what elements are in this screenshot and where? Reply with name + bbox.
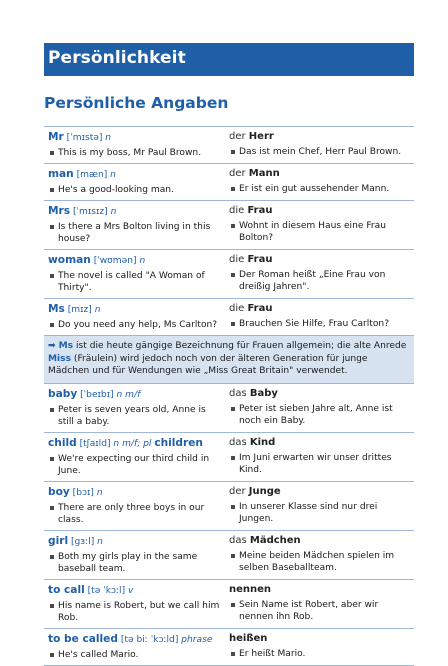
english-headword: girl: [48, 534, 69, 547]
english-example: There are only three boys in our class.: [48, 502, 221, 526]
english-headword: Mr: [48, 131, 64, 143]
vocab-row-to-call: [44, 580, 414, 629]
vocab-row-baby: [44, 384, 414, 433]
german-example: Wohnt in diesem Haus eine Frau Bolton?: [229, 220, 410, 244]
vocab-row-mrs: [44, 201, 414, 250]
grammar-label: phrase: [181, 634, 213, 645]
english-example: He's a good-looking man.: [48, 184, 221, 196]
section-title: Persönliche Angaben: [44, 94, 229, 112]
german-example: Peter ist sieben Jahre alt, Anne ist noch ein Baby.: [229, 403, 410, 427]
german-article: die: [229, 303, 248, 314]
english-headword: child: [48, 436, 77, 449]
pronunciation: [ˈwʊmən]: [90, 256, 140, 266]
english-entry: [44, 384, 229, 432]
pronunciation: [ˈmɪsɪz]: [70, 207, 111, 217]
arrow-right-icon: ➡: [48, 341, 56, 351]
pronunciation: [gɜːl]: [68, 536, 98, 547]
english-entry: [44, 299, 229, 335]
german-example: Das ist mein Chef, Herr Paul Brown.: [229, 146, 410, 158]
german-entry: [229, 299, 414, 335]
german-example: Brauchen Sie Hilfe, Frau Carlton?: [229, 318, 410, 330]
english-example: Both my girls play in the same baseball team.: [48, 551, 221, 575]
english-entry: [44, 433, 229, 481]
english-entry: [44, 580, 229, 628]
german-entry: [229, 127, 414, 163]
german-entry: [229, 629, 414, 665]
grammar-label: v: [128, 585, 134, 596]
german-article: der: [229, 168, 249, 179]
german-headword: Junge: [248, 485, 281, 497]
pronunciation: [ˈbeɪbɪ]: [77, 389, 117, 400]
vocab-row-ms: [44, 299, 414, 336]
english-entry: [44, 629, 229, 665]
grammar-label: n m/f: [116, 389, 141, 400]
german-example: In unserer Klasse sind nur drei Jungen.: [229, 501, 410, 525]
english-headword: man: [48, 168, 74, 180]
pronunciation: [bɔɪ]: [69, 487, 97, 498]
german-article: die: [229, 254, 248, 265]
german-entry: [229, 164, 414, 200]
german-headword: Frau: [247, 205, 273, 216]
english-entry: [44, 127, 229, 163]
german-headword: nennen: [229, 583, 272, 595]
german-headword: Kind: [249, 436, 276, 448]
english-headword: to call: [48, 583, 85, 596]
grammar-label: n: [97, 536, 103, 547]
pronunciation: [ˈmɪstə]: [63, 133, 106, 143]
note-bold-ms: Ms: [58, 341, 74, 351]
pronunciation: [tə biː ˈkɔːld]: [117, 634, 182, 645]
german-article: die: [229, 205, 248, 216]
grammar-label: n: [110, 207, 117, 217]
grammar-label: n: [96, 487, 103, 498]
english-example: This is my boss, Mr Paul Brown.: [48, 147, 221, 159]
vocab-row-man: [44, 164, 414, 201]
vocab-row-mr: [44, 127, 414, 164]
usage-note: [44, 336, 414, 384]
german-headword: Herr: [248, 131, 274, 142]
english-example: Do you need any help, Ms Carlton?: [48, 319, 221, 331]
german-entry: [229, 531, 414, 579]
german-entry: [229, 482, 414, 530]
german-example: Im Juni erwarten wir unser drittes Kind.: [229, 452, 410, 476]
vocab-row-child: [44, 433, 414, 482]
english-entry: [44, 201, 229, 249]
english-entry: [44, 531, 229, 579]
grammar-label: n: [105, 133, 112, 143]
grammar-label: n: [94, 305, 101, 315]
grammar-label: n: [110, 170, 116, 180]
english-headword: Mrs: [48, 205, 71, 217]
german-example: Er ist ein gut aussehender Mann.: [229, 183, 410, 195]
note-text-1: ist die heute gängige Bezeichnung für Frauen allgemein; die alte Anrede: [73, 341, 407, 351]
english-example: His name is Robert, but we call him Rob.: [48, 600, 221, 624]
vocabulary-table: [44, 126, 414, 666]
german-entry: [229, 580, 414, 628]
grammar-label: n: [139, 256, 146, 266]
german-headword: Baby: [249, 387, 278, 399]
english-entry: [44, 482, 229, 530]
pronunciation: [mæn]: [73, 170, 111, 180]
german-article: das: [229, 436, 250, 448]
german-headword: Frau: [247, 254, 273, 265]
english-example: We're expecting our third child in June.: [48, 453, 221, 477]
note-text-2: (Fräulein) wird jedoch noch von der älteren Generation für junge Mädchen und für Wendungen wie „Miss Great Britain" verwendet.: [48, 353, 368, 376]
english-headword: boy: [48, 485, 70, 498]
english-plural-headword: children: [154, 436, 203, 449]
english-entry: [44, 250, 229, 298]
vocab-row-to-be-called: [44, 629, 414, 666]
english-example: Is there a Mrs Bolton living in this house?: [48, 221, 221, 245]
english-example: The novel is called "A Woman of Thirty".: [48, 270, 221, 294]
english-headword: Ms: [48, 303, 65, 315]
english-headword: baby: [48, 387, 78, 400]
chapter-title: Persönlichkeit: [48, 48, 186, 68]
german-headword: Frau: [247, 303, 273, 314]
note-bold-miss: Miss: [48, 353, 71, 364]
pronunciation: [tʃaɪld]: [76, 438, 114, 449]
german-headword: Mann: [248, 168, 280, 179]
pronunciation: [tə ˈkɔːl]: [84, 585, 129, 596]
german-entry: [229, 433, 414, 481]
german-entry: [229, 384, 414, 432]
german-entry: [229, 250, 414, 298]
german-example: Meine beiden Mädchen spielen im selben Baseballteam.: [229, 550, 410, 574]
vocab-row-woman: [44, 250, 414, 299]
german-article: der: [229, 131, 249, 142]
english-example: Peter is seven years old, Anne is still a baby.: [48, 404, 221, 428]
vocab-row-boy: [44, 482, 414, 531]
german-headword: Mädchen: [249, 534, 301, 546]
grammar-label: n m/f; pl: [113, 438, 155, 449]
german-article: das: [229, 387, 250, 399]
german-example: Er heißt Mario.: [229, 648, 410, 660]
german-article: der: [229, 485, 249, 497]
german-example: Der Roman heißt „Eine Frau von dreißig Jahren".: [229, 269, 410, 293]
english-entry: [44, 164, 229, 200]
chapter-header-bar: [44, 43, 414, 76]
english-example: He's called Mario.: [48, 649, 221, 661]
german-example: Sein Name ist Robert, aber wir nennen ihn Rob.: [229, 599, 410, 623]
english-headword: woman: [48, 254, 91, 266]
pronunciation: [mɪz]: [64, 305, 95, 315]
vocab-row-girl: [44, 531, 414, 580]
german-headword: heißen: [229, 632, 268, 644]
english-headword: to be called: [48, 632, 118, 645]
german-article: das: [229, 534, 250, 546]
german-entry: [229, 201, 414, 249]
